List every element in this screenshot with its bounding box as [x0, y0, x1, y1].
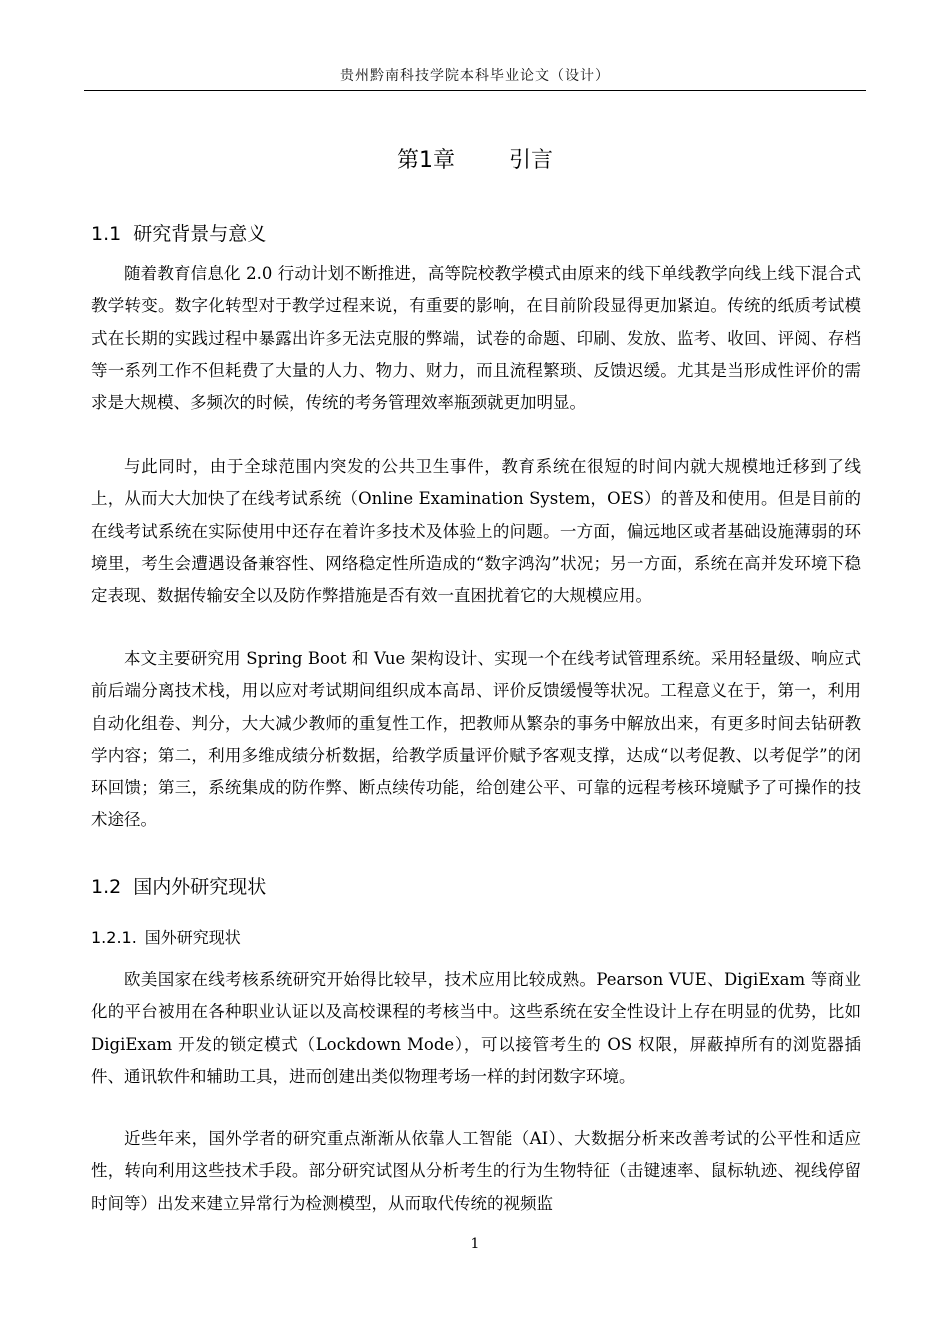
section-title: 国内外研究现状	[133, 876, 267, 898]
subsection-title: 国外研究现状	[144, 928, 241, 947]
paragraph: 欧美国家在线考核系统研究开始得比较早，技术应用比较成熟。Pearson VUE、DigiExam 等商业化的平台被用在各种职业认证以及高校课程的考核当中。这些系统在安全性设计上存在明显的优势，比如 DigiExam 开发的锁定模式（Lockdown Mode），可以接管考生的 OS 权限，屏蔽掉所有的浏览器插件、通讯软件和辅助工具，进而创建出类似物理考场一样的封闭数字环境。	[91, 970, 861, 1086]
section-heading-1-2	[91, 872, 266, 902]
chapter-title	[84, 143, 866, 179]
section-heading-1-1	[91, 219, 266, 249]
running-header: 贵州黔南科技学院本科毕业论文（设计）	[340, 68, 610, 84]
paragraph: 随着教育信息化 2.0 行动计划不断推进，高等院校教学模式由原来的线下单线教学向线上线下混合式教学转变。数字化转型对于教学过程来说，有重要的影响，在目前阶段显得更加紧迫。传统的纸质考试模式在长期的实践过程中暴露出许多无法克服的弊端，试卷的命题、印刷、发放、监考、收回、评阅、存档等一系列工作不但耗费了大量的人力、物力、财力，而且流程繁琐、反馈迟缓。尤其是当形成性评价的需求是大规模、多频次的时候，传统的考务管理效率瓶颈就更加明显。	[91, 264, 861, 413]
paragraph: 本文主要研究用 Spring Boot 和 Vue 架构设计、实现一个在线考试管理系统。采用轻量级、响应式前后端分离技术栈，用以应对考试期间组织成本高昂、评价反馈缓慢等状况。工程意义在于，第一，利用自动化组卷、判分，大大减少教师的重复性工作，把教师从繁杂的事务中解放出来，有更多时间去钻研教学内容；第二，利用多维成绩分析数据，给教学质量评价赋予客观支撑，达成“以考促教、以考促学”的闭环回馈；第三，系统集成的防作弊、断点续传功能，给创建公平、可靠的远程考核环境赋予了可操作的技术途径。	[91, 649, 861, 830]
paragraph: 与此同时，由于全球范围内突发的公共卫生事件，教育系统在很短的时间内就大规模地迁移到了线上，从而大大加快了在线考试系统（Online Examination System，OES）的普及和使用。但是目前的在线考试系统在实际使用中还存在着许多技术及体验上的问题。一方面，偏远地区或者基础设施薄弱的环境里，考生会遭遇设备兼容性、网络稳定性所造成的“数字鸿沟”状况；另一方面，系统在高并发环境下稳定表现、数据传输安全以及防作弊措施是否有效一直困扰着它的大规模应用。	[91, 457, 861, 606]
chapter-name: 引言	[508, 148, 553, 173]
subsection-heading-1-2-1	[91, 925, 241, 951]
page-number: 1	[470, 1236, 480, 1252]
chapter-number: 第1章	[396, 148, 455, 173]
subsection-number: 1.2.1.	[91, 928, 137, 947]
paragraph: 近些年来，国外学者的研究重点渐渐从依靠人工智能（AI）、大数据分析来改善考试的公平性和适应性，转向利用这些技术手段。部分研究试图从分析考生的行为生物特征（击键速率、鼠标轨迹、视线停留时间等）出发来建立异常行为检测模型，从而取代传统的视频监	[91, 1129, 861, 1213]
section-number: 1.2	[91, 876, 122, 898]
header-rule	[84, 90, 866, 91]
section-title: 研究背景与意义	[133, 223, 267, 245]
section-number: 1.1	[91, 223, 122, 245]
